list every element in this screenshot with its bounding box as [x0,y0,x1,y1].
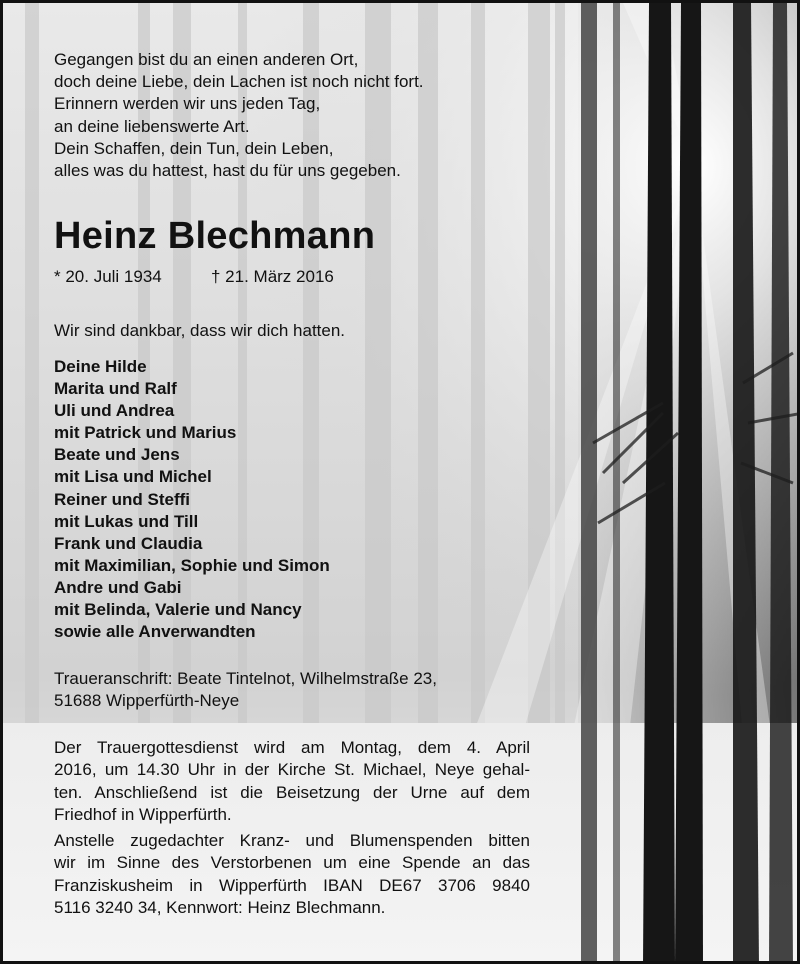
donation-line: wir im Sinne des Verstorbenen um eine Spende an das [54,853,530,873]
service-line: 2016, um 14.30 Uhr in der Kirche St. Michael, Neye gehal- [54,760,530,780]
donation-info [54,830,530,920]
mourner-entry: sowie alle Anverwandten [54,622,256,642]
donation-line: 5116 3240 34, Kennwort: Heinz Blechmann. [54,898,386,918]
service-line: Der Trauergottesdienst wird am Montag, dem 4. April [54,738,530,757]
mourners-list [54,356,330,643]
mourner-entry: mit Patrick und Marius [54,423,237,443]
notice-text [3,3,800,964]
mourner-entry: Beate und Jens [54,445,180,465]
mourner-entry: Frank und Claudia [54,533,203,553]
address-line: Traueranschrift: Beate Tintelnot, Wilhelmstraße 23, [54,669,437,688]
service-info [54,737,530,827]
donation-line: Anstelle zugedachter Kranz- und Blumenspenden bitten [54,831,530,850]
poem-line: Gegangen bist du an einen anderen Ort, [54,50,359,69]
thanks-line: Wir sind dankbar, dass wir dich hatten. [54,321,346,340]
deceased-name: Heinz Blechmann [54,215,376,257]
address-line: 51688 Wipperfürth-Neye [54,691,240,711]
donation-line: Franziskusheim in Wipperfürth IBAN DE67 3706 9840 [54,875,530,895]
mourner-entry: mit Maximilian, Sophie und Simon [54,555,330,575]
poem-line: Erinnern werden wir uns jeden Tag, [54,94,321,114]
poem-line: alles was du hattest, hast du für uns gegeben. [54,161,401,181]
memorial-poem [54,49,424,182]
life-dates [54,267,334,287]
mourner-entry: mit Belinda, Valerie und Nancy [54,600,302,620]
poem-line: Dein Schaffen, dein Tun, dein Leben, [54,138,334,158]
mourning-address [54,668,437,712]
birth-date: * 20. Juli 1934 [54,267,162,286]
service-line: ten. Anschließend ist die Beisetzung der Urne auf dem [54,782,530,802]
mourner-entry: Andre und Gabi [54,577,182,597]
mourner-entry: mit Lisa und Michel [54,467,212,487]
mourner-entry: mit Lukas und Till [54,511,199,531]
poem-line: doch deine Liebe, dein Lachen ist noch nicht fort. [54,72,424,92]
mourner-entry: Deine Hilde [54,357,147,376]
mourner-entry: Uli und Andrea [54,401,175,421]
poem-line: an deine liebenswerte Art. [54,116,250,136]
mourner-entry: Reiner und Steffi [54,489,191,509]
mourner-entry: Marita und Ralf [54,379,177,399]
service-line: Friedhof in Wipperfürth. [54,805,232,825]
death-date: † 21. März 2016 [211,267,334,286]
